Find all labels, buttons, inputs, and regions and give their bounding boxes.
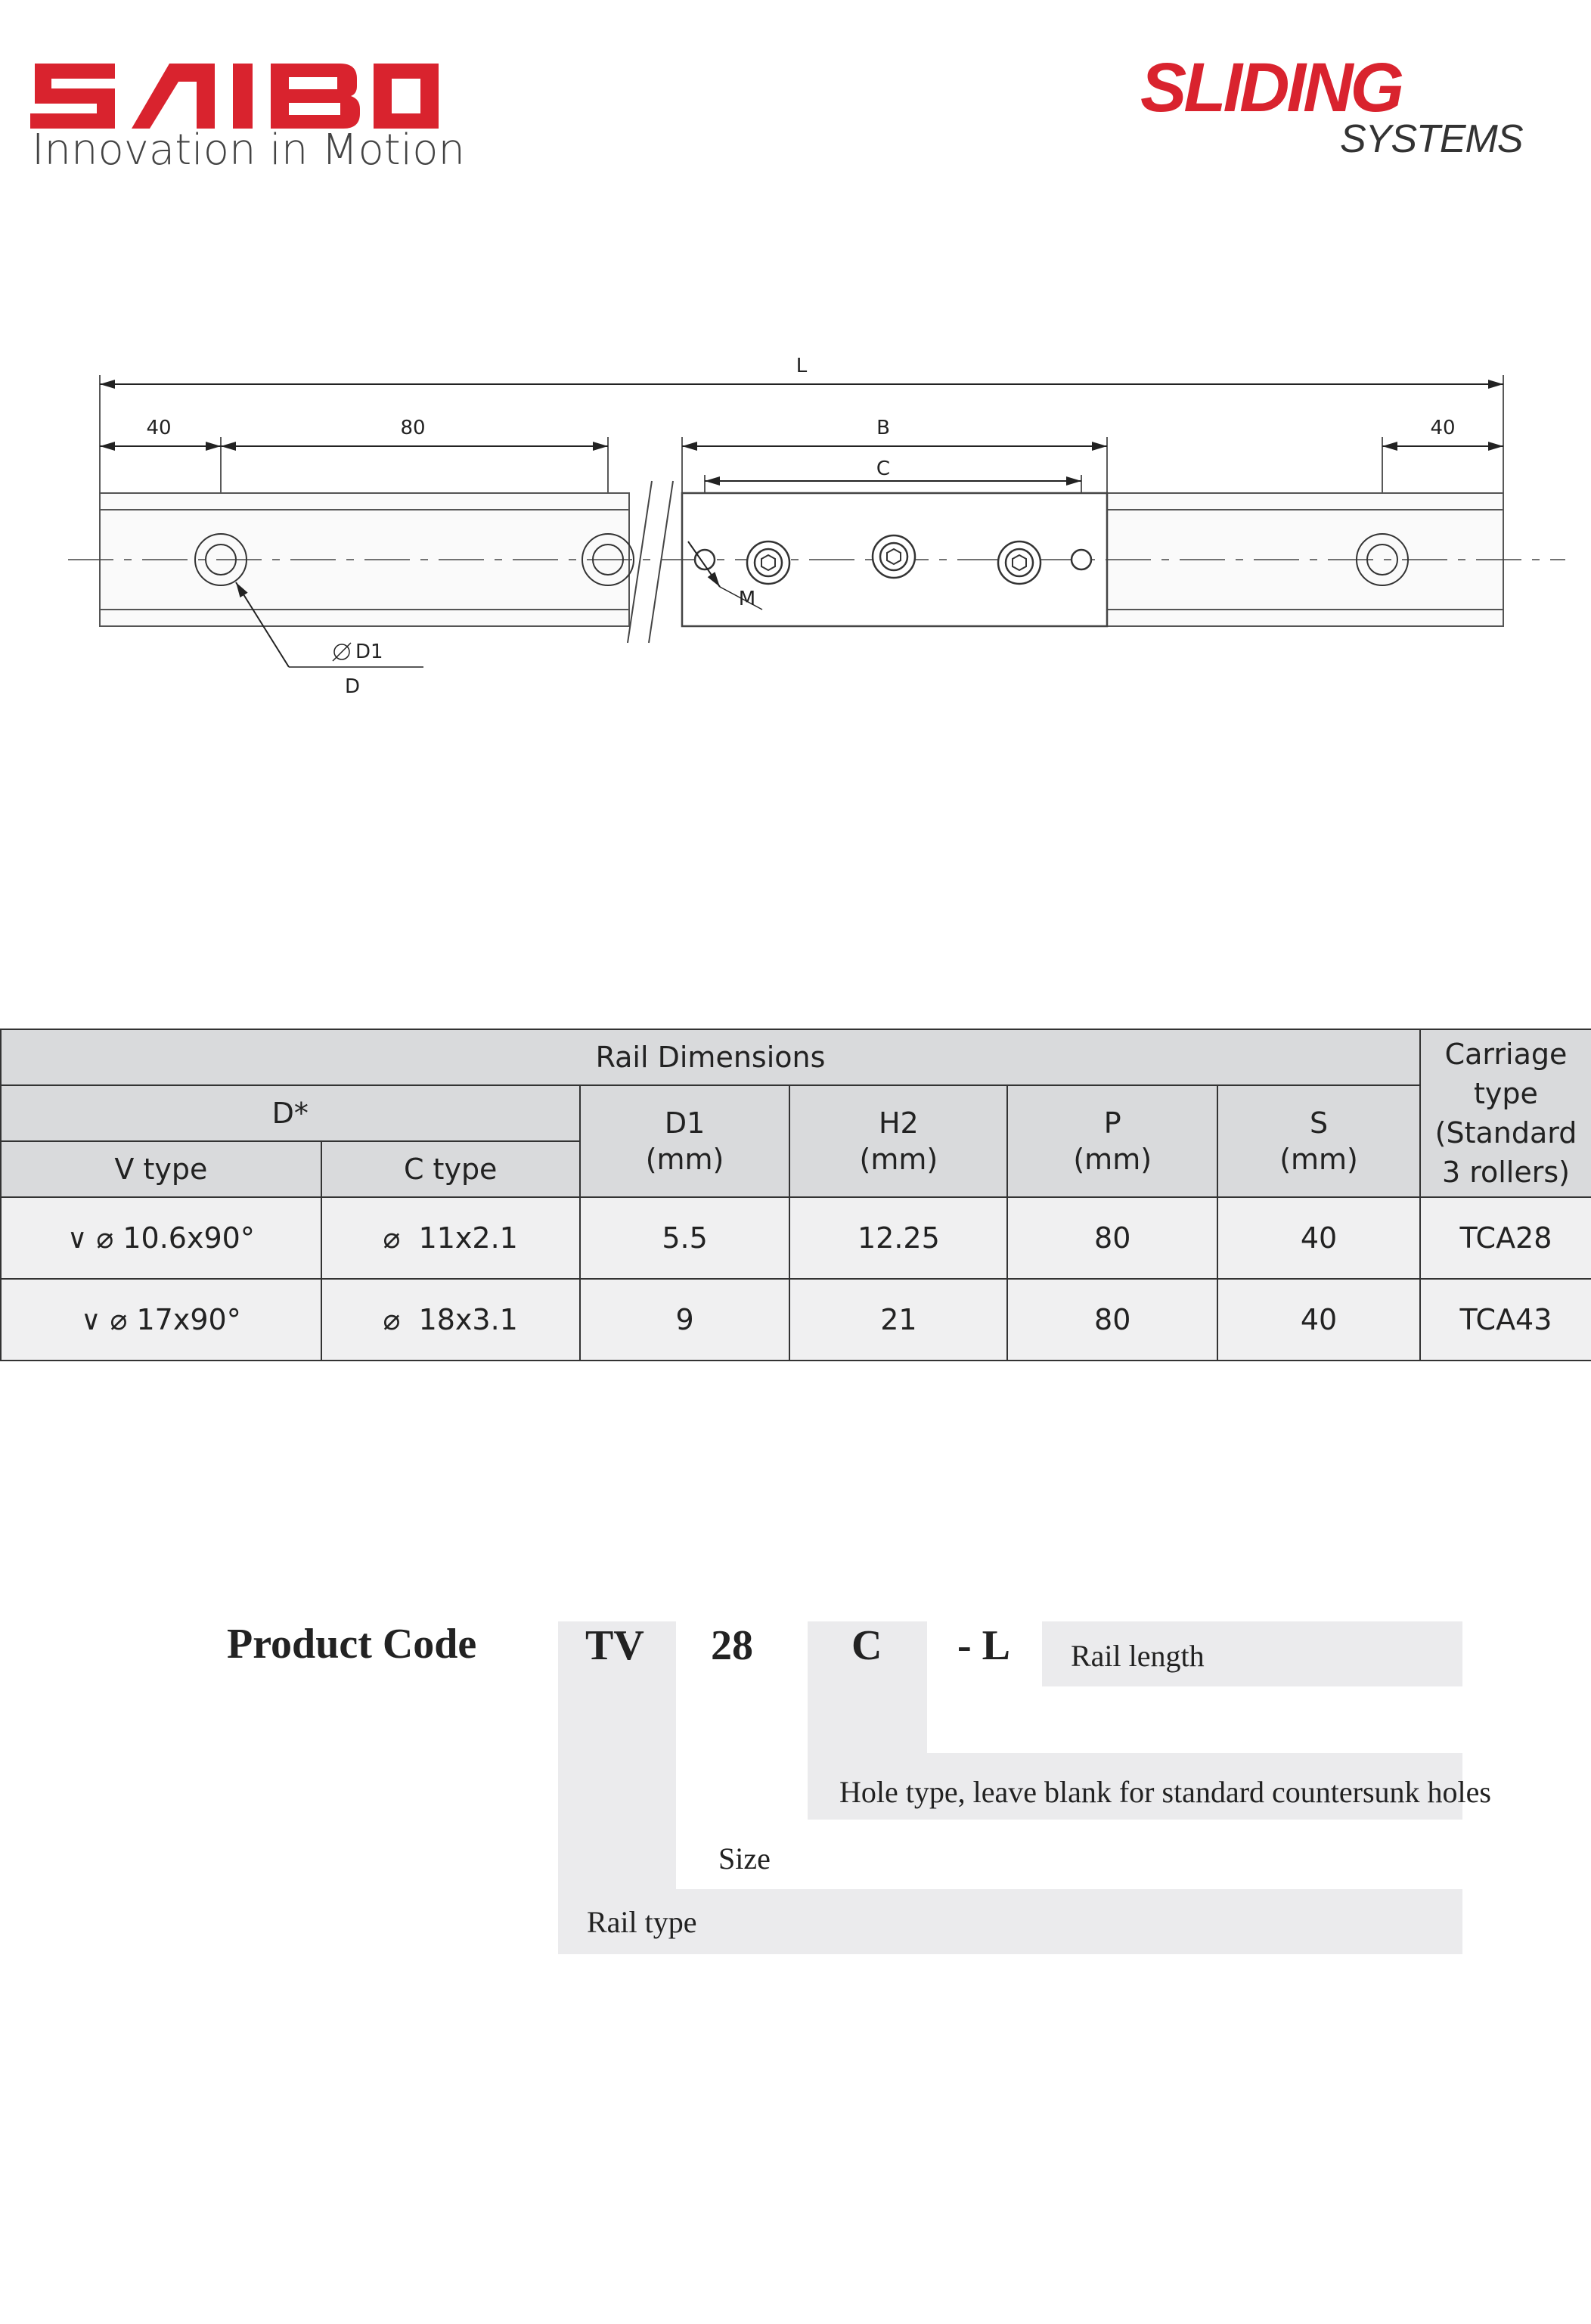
sliding-wordmark: SLIDING (1140, 49, 1402, 126)
table-title: Rail Dimensions (1, 1029, 1420, 1085)
systems-wordmark: SYSTEMS (1340, 117, 1523, 161)
saibo-logo (30, 64, 439, 129)
rail-technical-drawing (0, 333, 1591, 711)
label-m: M (738, 588, 756, 610)
v-type-header: V type (1, 1141, 321, 1197)
code-part-hole-type: C (851, 1622, 882, 1669)
label-pitch: 80 (400, 417, 426, 439)
s-cell: 40 (1217, 1279, 1420, 1361)
carriage-cell: TCA28 (1420, 1197, 1591, 1279)
p-cell: 80 (1007, 1197, 1217, 1279)
tagline: Innovation in Motion (32, 126, 465, 175)
h2-cell: 21 (789, 1279, 1007, 1361)
rail-length-label: Rail length (1071, 1639, 1205, 1673)
code-part-rail-type: TV (585, 1622, 644, 1669)
label-d1: D1 (355, 641, 383, 663)
s-cell: 40 (1217, 1197, 1420, 1279)
v-groove-icon: ∨ (81, 1305, 101, 1336)
rail-dimensions-table (0, 1029, 1591, 1361)
label-left-end: 40 (146, 417, 172, 439)
h2-cell: 12.25 (789, 1197, 1007, 1279)
c-type-cell: ⌀ 18x3.1 (321, 1279, 580, 1361)
code-part-size: 28 (711, 1622, 753, 1669)
carriage-cell: TCA43 (1420, 1279, 1591, 1361)
carriage-type-header: Carriage type (Standard 3 rollers) (1420, 1029, 1591, 1197)
rail-type-label: Rail type (587, 1905, 697, 1939)
label-right-end: 40 (1430, 417, 1456, 439)
c-type-cell: ⌀ 11x2.1 (321, 1197, 580, 1279)
v-type-cell: ∨ ⌀ 10.6x90° (1, 1197, 321, 1279)
size-label: Size (718, 1842, 771, 1876)
h2-header: H2 (mm) (789, 1085, 1007, 1197)
s-header: S (mm) (1217, 1085, 1420, 1197)
product-code-title: Product Code (227, 1621, 477, 1668)
p-cell: 80 (1007, 1279, 1217, 1361)
break-lines (628, 481, 673, 643)
d1-cell: 5.5 (580, 1197, 790, 1279)
d-header: D* (1, 1085, 580, 1141)
label-l: L (796, 355, 808, 377)
c-type-header: C type (321, 1141, 580, 1197)
label-c: C (876, 458, 891, 480)
label-b: B (876, 417, 890, 439)
hole-type-label: Hole type, leave blank for standard countersunk holes (839, 1775, 1491, 1809)
d1-cell: 9 (580, 1279, 790, 1361)
p-header: P (mm) (1007, 1085, 1217, 1197)
table-row (1, 1197, 1591, 1279)
v-type-cell: ∨ ⌀ 17x90° (1, 1279, 321, 1361)
d1-header: D1 (mm) (580, 1085, 790, 1197)
v-groove-icon: ∨ (67, 1224, 88, 1255)
table-row (1, 1279, 1591, 1361)
label-d: D (344, 675, 361, 698)
code-part-length: - L (957, 1622, 1010, 1669)
